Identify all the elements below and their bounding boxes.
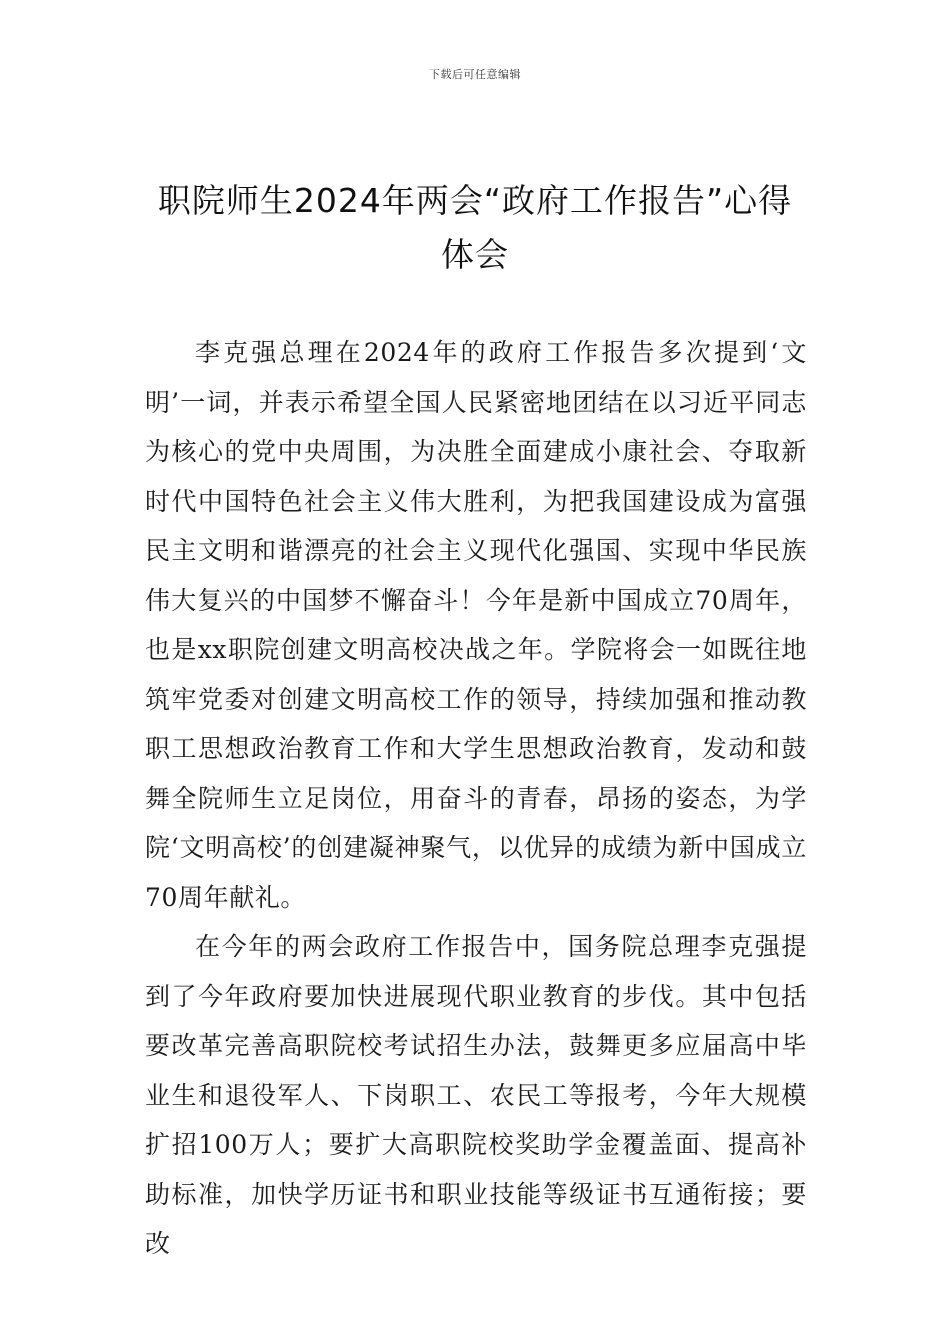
paragraph: 李克强总理在2024年的政府工作报告多次提到‘文明’一词，并表示希望全国人民紧密地团结在以习近平同志为核心的党中央周围，为决胜全面建成小康社会、夺取新时代中国特色社会主义伟大胜利，为把我国建设成为富强民主文明和谐漂亮的社会主义现代化强国、实现中华民族伟大复兴的中国梦不懈奋斗！今年是新中国成立70周年，也是xx职院创建文明高校决战之年。学院将会一如既往地筑牢党委对创建文明高校工作的领导，持续加强和推动教职工思想政治教育工作和大学生思想政治教育，发动和鼓舞全院师生立足岗位，用奋斗的青春，昂扬的姿态，为学院‘文明高校’的创建凝神聚气，以优异的成绩为新中国成立70周年献礼。	[145, 338, 807, 912]
document-body	[145, 328, 807, 1269]
document-title: 职院师生2024年两会“政府工作报告”心得体会	[157, 181, 793, 274]
paragraph: 在今年的两会政府工作报告中，国务院总理李克强提到了今年政府要加快进展现代职业教育的步伐。其中包括要改革完善高职院校考试招生办法，鼓舞更多应届高中毕业生和退役军人、下岗职工、农民工等报考，今年大规模扩招100万人；要扩大高职院校奖助学金覆盖面、提高补助标准，加快学历证书和职业技能等级证书互通衔接；要改	[145, 932, 807, 1258]
header-note: 下载后可任意编辑	[429, 68, 521, 81]
